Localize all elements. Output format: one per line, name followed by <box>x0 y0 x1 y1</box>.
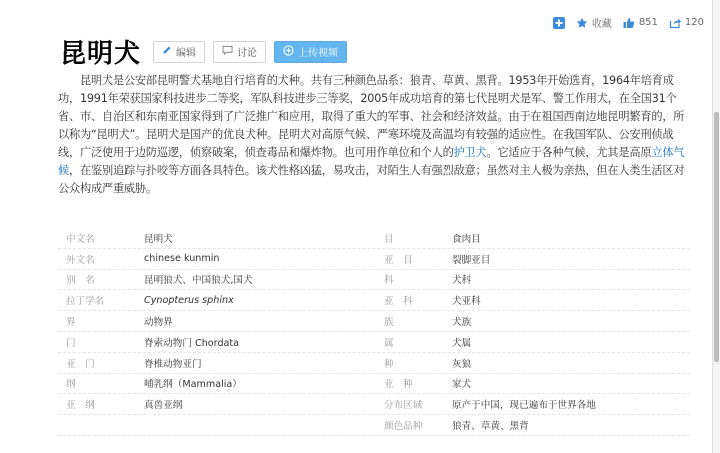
info-row <box>58 270 690 291</box>
share-icon <box>669 17 681 29</box>
info-key: 亚 目 <box>384 254 413 266</box>
edit-label: 编辑 <box>176 48 197 59</box>
like-button[interactable] <box>623 17 658 29</box>
favorite-button[interactable] <box>576 15 612 30</box>
info-value: 昆明犬 <box>144 233 173 245</box>
info-value: 犬亚科 <box>452 296 481 308</box>
info-row <box>58 415 690 436</box>
info-value: 昆明狼犬、中国狼犬,国犬 <box>144 275 253 287</box>
info-row <box>58 332 690 353</box>
info-key: 亚 种 <box>384 379 413 391</box>
info-value: 原产于中国，现已遍布于世界各地 <box>452 400 596 412</box>
info-value: 犬科 <box>452 275 472 287</box>
info-row <box>58 311 690 332</box>
info-key: 亚 科 <box>384 296 413 308</box>
info-row <box>58 228 690 249</box>
info-value: chinese kunmin <box>144 253 220 265</box>
page-title: 昆明犬 <box>60 39 142 69</box>
info-value: 哺乳纲（Mammalia） <box>144 379 242 391</box>
favorite-label: 收藏 <box>591 19 612 30</box>
info-value: 真兽亚纲 <box>144 400 183 412</box>
info-key: 纲 <box>66 379 76 391</box>
info-key: 分布区域 <box>384 400 423 412</box>
chat-icon <box>222 45 237 58</box>
info-key: 拉丁学名 <box>66 296 105 308</box>
scrollbar[interactable] <box>712 0 720 453</box>
intro-paragraph <box>58 72 690 198</box>
upload-video-label: 上传视频 <box>298 48 339 59</box>
plateau-climate-link[interactable]: 立体气候 <box>58 146 685 177</box>
info-row <box>58 394 690 415</box>
info-key: 颜色品种 <box>384 421 423 433</box>
share-count: 120 <box>684 17 704 28</box>
upload-video-button[interactable] <box>274 41 347 63</box>
top-toolbar <box>542 15 704 30</box>
info-value: 动物界 <box>144 317 173 329</box>
info-key: 门 <box>66 337 76 349</box>
info-key: 中文名 <box>66 233 95 245</box>
info-key: 界 <box>66 317 76 329</box>
title-row <box>60 33 347 70</box>
info-key: 属 <box>384 337 394 349</box>
star-icon <box>576 17 588 29</box>
scrollbar-thumb[interactable] <box>714 112 719 362</box>
info-key: 种 <box>384 358 394 370</box>
like-count: 851 <box>638 17 658 28</box>
discuss-button[interactable] <box>213 41 266 63</box>
share-button[interactable] <box>669 17 704 29</box>
info-row <box>58 249 690 270</box>
info-value: 脊索动物门 Chordata <box>144 337 240 349</box>
info-value: 食肉目 <box>452 233 481 245</box>
info-key: 亚 门 <box>66 358 95 370</box>
plus-circle-icon <box>283 45 298 59</box>
info-key: 科 <box>384 275 394 287</box>
add-button[interactable] <box>553 17 565 29</box>
info-value: 犬属 <box>452 337 472 349</box>
info-value: 狼青、草黄、黑背 <box>452 421 529 433</box>
guard-dog-link[interactable]: 护卫犬 <box>453 146 487 159</box>
info-key: 族 <box>384 317 394 329</box>
info-key: 外文名 <box>66 254 95 266</box>
info-row <box>58 374 690 395</box>
intro-text-3: ，在鉴别追踪与扑咬等方面各具特色。该犬性格凶猛，易攻击，对陌生人有强烈敌意；虽然对主人极为亲热，但在人类生活区对公众构成严重威胁。 <box>58 164 685 195</box>
discuss-label: 讨论 <box>237 48 258 59</box>
intro-text-1: 昆明犬是公安部昆明警犬基地自行培育的犬种。共有三种颜色品系：狼青、草黄、黑背。1953年开始选育，1964年培育成功，1991年荣获国家科技进步二等奖，军队科技进步三等奖，2005年成功培育的第七代昆明犬是军、警工作用犬，在全国31个省、市、自治区和东南亚国家得到了广泛推广和应用，取得了重大的军事、社会和经济效益。由于在祖国西南边地昆明繁育的，所以称为“昆明犬”。昆明犬是国产的优良犬种。昆明犬对高原气候、严寒环境及高温均有较强的适应性。在我国军队、公安刑侦战线，广泛使用于边防巡逻，侦察破案，侦查毒品和爆炸物。也可用作单位和个人的 <box>58 74 685 159</box>
basic-info-table <box>58 228 690 436</box>
info-key: 别 名 <box>66 275 95 287</box>
info-value: 裂脚亚目 <box>452 254 491 266</box>
info-row <box>58 353 690 374</box>
intro-text-2: 。它适应于各种气候，尤其是高原 <box>486 146 652 159</box>
info-value: 脊椎动物亚门 <box>144 358 202 370</box>
info-key: 亚 纲 <box>66 400 95 412</box>
plus-icon <box>553 17 565 29</box>
info-value: 家犬 <box>452 379 472 391</box>
info-value: 灰狼 <box>452 358 472 370</box>
info-value: 犬族 <box>452 317 472 329</box>
thumbs-up-icon <box>623 17 635 29</box>
info-key: 目 <box>384 233 394 245</box>
info-value: Cynopterus sphinx <box>144 294 234 306</box>
pencil-icon <box>162 45 176 58</box>
edit-button[interactable] <box>153 41 205 63</box>
info-row <box>58 290 690 311</box>
